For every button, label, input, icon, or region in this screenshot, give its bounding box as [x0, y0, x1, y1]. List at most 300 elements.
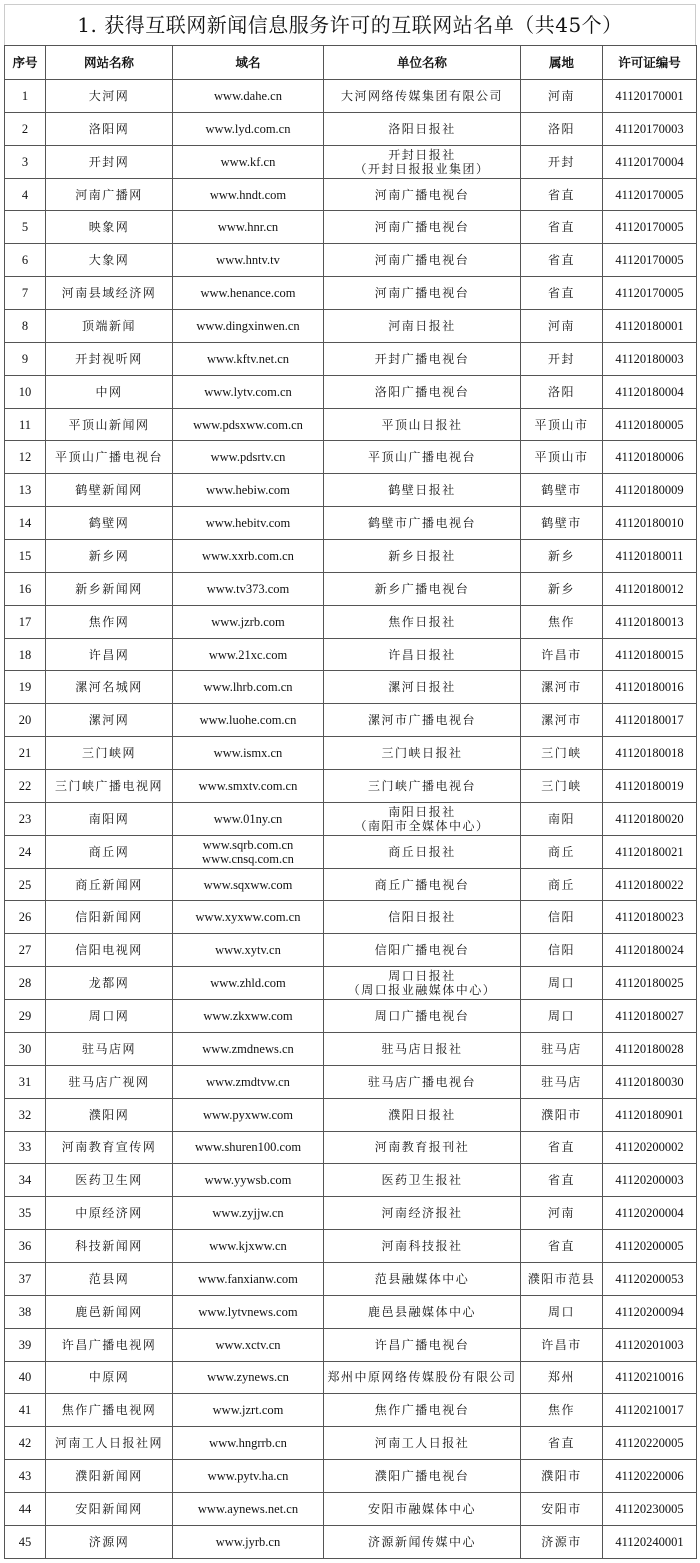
cell-site-name: 大象网 — [46, 244, 173, 277]
cell-domain — [173, 277, 324, 310]
cell-site-name: 鹤壁新闻网 — [46, 474, 173, 507]
cell-domain — [173, 1000, 324, 1033]
cell-index: 38 — [5, 1295, 46, 1328]
cell-organization — [324, 112, 521, 145]
cell-site-name: 周口网 — [46, 1000, 173, 1033]
cell-region: 鹤壁市 — [521, 507, 603, 540]
cell-region: 新乡 — [521, 540, 603, 573]
cell-domain-line: www.01ny.cn — [213, 811, 283, 826]
header-index: 序号 — [5, 46, 46, 80]
cell-domain — [173, 1460, 324, 1493]
cell-organization — [324, 638, 521, 671]
cell-organization — [324, 802, 521, 835]
cell-index: 41 — [5, 1394, 46, 1427]
cell-organization-line: 开封广播电视台 — [374, 351, 470, 366]
cell-domain — [173, 835, 324, 868]
cell-site-name: 顶端新闻 — [46, 310, 173, 343]
cell-organization — [324, 1197, 521, 1230]
cell-organization — [324, 901, 521, 934]
cell-organization-line: 三门峡日报社 — [381, 746, 463, 761]
cell-region: 商丘 — [521, 868, 603, 901]
table-row — [5, 408, 697, 441]
cell-organization — [324, 770, 521, 803]
cell-domain-line: www.sqxww.com — [203, 877, 293, 892]
cell-region: 周口 — [521, 967, 603, 1000]
cell-license-number: 41120200005 — [603, 1230, 697, 1263]
cell-organization-line: 河南经济报社 — [381, 1206, 463, 1221]
cell-index: 23 — [5, 802, 46, 835]
cell-domain-line: www.hngrrb.cn — [209, 1436, 287, 1451]
table-row — [5, 1098, 697, 1131]
cell-domain — [173, 408, 324, 441]
table-row — [5, 1164, 697, 1197]
cell-license-number: 41120201003 — [603, 1328, 697, 1361]
cell-domain-line: www.henance.com — [200, 286, 296, 301]
cell-domain-line: www.smxtv.com.cn — [198, 778, 298, 793]
cell-domain — [173, 1098, 324, 1131]
cell-index: 26 — [5, 901, 46, 934]
cell-region: 省直 — [521, 277, 603, 310]
cell-region: 郑州 — [521, 1361, 603, 1394]
cell-domain-line: www.xctv.cn — [215, 1337, 281, 1352]
cell-organization — [324, 474, 521, 507]
cell-license-number: 41120180022 — [603, 868, 697, 901]
cell-domain — [173, 967, 324, 1000]
cell-region: 河南 — [521, 310, 603, 343]
header-license-number: 许可证编号 — [603, 46, 697, 80]
cell-organization-line: 河南广播电视台 — [374, 253, 470, 268]
cell-organization — [324, 375, 521, 408]
cell-site-name: 河南广播网 — [46, 178, 173, 211]
cell-region: 河南 — [521, 1197, 603, 1230]
cell-organization-line: 许昌广播电视台 — [374, 1337, 470, 1352]
cell-organization-line: 鹿邑县融媒体中心 — [367, 1304, 476, 1319]
cell-organization-line: 漯河市广播电视台 — [367, 713, 476, 728]
cell-index: 35 — [5, 1197, 46, 1230]
cell-domain — [173, 1492, 324, 1525]
cell-organization — [324, 1065, 521, 1098]
cell-site-name: 漯河名城网 — [46, 671, 173, 704]
cell-organization — [324, 507, 521, 540]
cell-domain — [173, 868, 324, 901]
table-row — [5, 211, 697, 244]
cell-license-number: 41120180023 — [603, 901, 697, 934]
cell-license-number: 41120220005 — [603, 1427, 697, 1460]
cell-organization — [324, 1295, 521, 1328]
cell-domain — [173, 1131, 324, 1164]
cell-index: 24 — [5, 835, 46, 868]
cell-domain — [173, 441, 324, 474]
cell-license-number: 41120180901 — [603, 1098, 697, 1131]
cell-license-number: 41120180010 — [603, 507, 697, 540]
cell-index: 13 — [5, 474, 46, 507]
table-header-row — [5, 46, 697, 80]
cell-domain — [173, 342, 324, 375]
table-row — [5, 507, 697, 540]
cell-organization-line: 三门峡广播电视台 — [367, 778, 476, 793]
table-row — [5, 1427, 697, 1460]
cell-domain — [173, 1032, 324, 1065]
cell-organization-line: 范县融媒体中心 — [374, 1271, 470, 1286]
cell-domain — [173, 605, 324, 638]
cell-region: 平顶山市 — [521, 441, 603, 474]
cell-region: 南阳 — [521, 802, 603, 835]
cell-license-number: 41120180015 — [603, 638, 697, 671]
cell-domain-line: www.xxrb.com.cn — [202, 548, 294, 563]
cell-domain — [173, 1164, 324, 1197]
cell-index: 42 — [5, 1427, 46, 1460]
cell-index: 32 — [5, 1098, 46, 1131]
cell-region: 周口 — [521, 1000, 603, 1033]
cell-organization-line: 信阳日报社 — [388, 910, 456, 925]
cell-organization — [324, 1427, 521, 1460]
cell-organization — [324, 704, 521, 737]
cell-region: 洛阳 — [521, 375, 603, 408]
cell-site-name: 商丘网 — [46, 835, 173, 868]
cell-site-name: 三门峡广播电视网 — [46, 770, 173, 803]
cell-domain-line: www.dingxinwen.cn — [196, 318, 300, 333]
cell-organization — [324, 1164, 521, 1197]
cell-organization-line: 大河网络传媒集团有限公司 — [340, 88, 503, 103]
cell-organization — [324, 1492, 521, 1525]
cell-region: 焦作 — [521, 605, 603, 638]
cell-index: 6 — [5, 244, 46, 277]
table-row — [5, 704, 697, 737]
cell-region: 濮阳市范县 — [521, 1262, 603, 1295]
cell-site-name: 科技新闻网 — [46, 1230, 173, 1263]
cell-index: 20 — [5, 704, 46, 737]
table-row — [5, 441, 697, 474]
cell-index: 5 — [5, 211, 46, 244]
table-row — [5, 737, 697, 770]
cell-site-name: 焦作网 — [46, 605, 173, 638]
table-row — [5, 802, 697, 835]
cell-site-name: 南阳网 — [46, 802, 173, 835]
cell-organization-line: 河南日报社 — [388, 318, 456, 333]
cell-index: 12 — [5, 441, 46, 474]
cell-license-number: 41120220006 — [603, 1460, 697, 1493]
cell-index: 21 — [5, 737, 46, 770]
cell-domain-line: www.hndt.com — [209, 187, 287, 202]
cell-license-number: 41120200002 — [603, 1131, 697, 1164]
table-row — [5, 244, 697, 277]
cell-organization-line: 河南教育报刊社 — [374, 1140, 470, 1155]
cell-region: 省直 — [521, 1131, 603, 1164]
cell-index: 9 — [5, 342, 46, 375]
cell-domain — [173, 1065, 324, 1098]
cell-domain — [173, 211, 324, 244]
cell-organization-line: 驻马店日报社 — [381, 1041, 463, 1056]
cell-region: 漯河市 — [521, 704, 603, 737]
cell-site-name: 许昌网 — [46, 638, 173, 671]
cell-license-number: 41120180004 — [603, 375, 697, 408]
cell-domain — [173, 507, 324, 540]
cell-organization-line: 郑州中原网络传媒股份有限公司 — [327, 1370, 517, 1385]
cell-site-name: 许昌广播电视网 — [46, 1328, 173, 1361]
cell-domain — [173, 737, 324, 770]
cell-domain-line: www.zmdnews.cn — [202, 1041, 294, 1056]
cell-domain — [173, 572, 324, 605]
cell-region: 平顶山市 — [521, 408, 603, 441]
cell-domain — [173, 540, 324, 573]
cell-organization-line: 商丘日报社 — [388, 844, 456, 859]
cell-domain-line: www.dahe.cn — [214, 88, 282, 103]
cell-region: 驻马店 — [521, 1032, 603, 1065]
cell-organization — [324, 145, 521, 178]
cell-region: 濮阳市 — [521, 1460, 603, 1493]
table-row — [5, 770, 697, 803]
cell-license-number: 41120180005 — [603, 408, 697, 441]
table-row — [5, 540, 697, 573]
table-row — [5, 1361, 697, 1394]
header-organization: 单位名称 — [324, 46, 521, 80]
cell-license-number: 41120200094 — [603, 1295, 697, 1328]
cell-index: 8 — [5, 310, 46, 343]
cell-domain-line: www.hnr.cn — [217, 220, 279, 235]
cell-domain — [173, 638, 324, 671]
cell-region: 省直 — [521, 1164, 603, 1197]
cell-domain — [173, 671, 324, 704]
cell-domain — [173, 1230, 324, 1263]
cell-organization-line: 鹤壁日报社 — [388, 483, 456, 498]
cell-organization-line: 开封日报社 — [388, 147, 456, 162]
cell-organization — [324, 1328, 521, 1361]
cell-region: 许昌市 — [521, 638, 603, 671]
cell-organization-line: 洛阳日报社 — [388, 121, 456, 136]
table-row — [5, 1394, 697, 1427]
cell-organization-line: 商丘广播电视台 — [374, 877, 470, 892]
table-row — [5, 145, 697, 178]
cell-license-number: 41120180017 — [603, 704, 697, 737]
table-row — [5, 901, 697, 934]
cell-domain-line: www.luohe.com.cn — [199, 713, 297, 728]
cell-site-name: 鹤壁网 — [46, 507, 173, 540]
cell-index: 10 — [5, 375, 46, 408]
cell-domain-line: www.pytv.ha.cn — [207, 1469, 289, 1484]
cell-organization-line: 新乡日报社 — [388, 548, 456, 563]
cell-license-number: 41120180006 — [603, 441, 697, 474]
header-region: 属地 — [521, 46, 603, 80]
cell-region: 驻马店 — [521, 1065, 603, 1098]
cell-organization-line: 驻马店广播电视台 — [367, 1074, 476, 1089]
cell-domain — [173, 802, 324, 835]
cell-organization — [324, 1098, 521, 1131]
cell-index: 43 — [5, 1460, 46, 1493]
cell-organization — [324, 1525, 521, 1558]
cell-index: 15 — [5, 540, 46, 573]
cell-domain — [173, 1525, 324, 1558]
cell-index: 22 — [5, 770, 46, 803]
cell-license-number: 41120170001 — [603, 80, 697, 113]
cell-index: 17 — [5, 605, 46, 638]
cell-region: 省直 — [521, 178, 603, 211]
cell-license-number: 41120200053 — [603, 1262, 697, 1295]
table-row — [5, 375, 697, 408]
cell-domain-line: www.fanxianw.com — [198, 1271, 298, 1286]
cell-domain-line: www.cnsq.com.cn — [202, 851, 294, 866]
cell-domain — [173, 934, 324, 967]
cell-organization-line: 南阳日报社 — [388, 804, 456, 819]
cell-organization-line: （南阳市全媒体中心） — [354, 818, 490, 833]
cell-site-name: 濮阳新闻网 — [46, 1460, 173, 1493]
cell-site-name: 河南教育宣传网 — [46, 1131, 173, 1164]
cell-domain-line: www.shuren100.com — [194, 1140, 302, 1155]
cell-license-number: 41120180030 — [603, 1065, 697, 1098]
cell-domain-line: www.jzrb.com — [211, 614, 285, 629]
cell-region: 开封 — [521, 145, 603, 178]
cell-site-name: 开封网 — [46, 145, 173, 178]
cell-domain-line: www.tv373.com — [206, 581, 290, 596]
cell-license-number: 41120170005 — [603, 277, 697, 310]
cell-organization — [324, 1131, 521, 1164]
cell-license-number: 41120180016 — [603, 671, 697, 704]
cell-domain-line: www.kjxww.cn — [209, 1239, 287, 1253]
table-row — [5, 1032, 697, 1065]
cell-site-name: 中网 — [46, 375, 173, 408]
table-row — [5, 1492, 697, 1525]
cell-organization — [324, 934, 521, 967]
cell-index: 37 — [5, 1262, 46, 1295]
cell-organization — [324, 441, 521, 474]
cell-region: 省直 — [521, 211, 603, 244]
cell-license-number: 41120170005 — [603, 211, 697, 244]
table-row — [5, 638, 697, 671]
cell-license-number: 41120180001 — [603, 310, 697, 343]
cell-organization-line: 濮阳广播电视台 — [374, 1469, 470, 1484]
cell-domain — [173, 1427, 324, 1460]
cell-domain-line: www.lyd.com.cn — [205, 121, 291, 136]
cell-index: 30 — [5, 1032, 46, 1065]
cell-organization — [324, 310, 521, 343]
cell-region: 省直 — [521, 1230, 603, 1263]
cell-region: 省直 — [521, 1427, 603, 1460]
cell-site-name: 济源网 — [46, 1525, 173, 1558]
cell-domain-line: www.zmdtvw.cn — [206, 1074, 290, 1089]
cell-organization-line: 河南工人日报社 — [374, 1436, 470, 1451]
cell-license-number: 41120170004 — [603, 145, 697, 178]
cell-organization-line: 周口广播电视台 — [374, 1008, 470, 1023]
cell-license-number: 41120180009 — [603, 474, 697, 507]
cell-region: 焦作 — [521, 1394, 603, 1427]
cell-index: 39 — [5, 1328, 46, 1361]
table-row — [5, 178, 697, 211]
cell-site-name: 平顶山新闻网 — [46, 408, 173, 441]
cell-site-name: 新乡新闻网 — [46, 572, 173, 605]
table-row — [5, 1460, 697, 1493]
cell-region: 鹤壁市 — [521, 474, 603, 507]
cell-license-number: 41120180011 — [603, 540, 697, 573]
table-row — [5, 868, 697, 901]
cell-region: 周口 — [521, 1295, 603, 1328]
cell-organization-line: 濮阳日报社 — [388, 1107, 456, 1122]
cell-organization — [324, 342, 521, 375]
cell-region: 信阳 — [521, 934, 603, 967]
cell-license-number: 41120240001 — [603, 1525, 697, 1558]
cell-index: 4 — [5, 178, 46, 211]
cell-license-number: 41120170005 — [603, 178, 697, 211]
cell-site-name: 开封视听网 — [46, 342, 173, 375]
cell-organization-line: 信阳广播电视台 — [374, 943, 470, 958]
cell-site-name: 焦作广播电视网 — [46, 1394, 173, 1427]
cell-license-number: 41120180013 — [603, 605, 697, 638]
cell-organization-line: 河南科技报社 — [381, 1239, 463, 1253]
cell-site-name: 新乡网 — [46, 540, 173, 573]
cell-domain — [173, 112, 324, 145]
cell-domain-line: www.lytvnews.com — [198, 1304, 298, 1319]
cell-domain — [173, 1361, 324, 1394]
cell-site-name: 河南县域经济网 — [46, 277, 173, 310]
cell-index: 7 — [5, 277, 46, 310]
cell-organization — [324, 540, 521, 573]
cell-site-name: 龙都网 — [46, 967, 173, 1000]
table-row — [5, 1065, 697, 1098]
cell-index: 44 — [5, 1492, 46, 1525]
cell-domain-line: www.zynews.cn — [207, 1370, 289, 1385]
cell-site-name: 鹿邑新闻网 — [46, 1295, 173, 1328]
cell-site-name: 三门峡网 — [46, 737, 173, 770]
cell-domain — [173, 80, 324, 113]
cell-index: 31 — [5, 1065, 46, 1098]
cell-organization-line: 河南广播电视台 — [374, 220, 470, 235]
cell-region: 安阳市 — [521, 1492, 603, 1525]
cell-domain — [173, 1394, 324, 1427]
cell-organization-line: 漯河日报社 — [388, 680, 456, 695]
cell-domain-line: www.kf.cn — [220, 154, 276, 169]
cell-domain-line: www.zhld.com — [210, 976, 286, 991]
cell-index: 36 — [5, 1230, 46, 1263]
cell-domain-line: www.sqrb.com.cn — [202, 837, 294, 852]
cell-domain — [173, 375, 324, 408]
cell-region: 三门峡 — [521, 770, 603, 803]
cell-license-number: 41120180019 — [603, 770, 697, 803]
website-list-table — [4, 45, 697, 1559]
table-row — [5, 1000, 697, 1033]
cell-organization — [324, 277, 521, 310]
cell-index: 25 — [5, 868, 46, 901]
cell-organization-line: 新乡广播电视台 — [374, 581, 470, 596]
cell-organization-line: 洛阳广播电视台 — [374, 384, 470, 399]
table-row — [5, 277, 697, 310]
cell-index: 11 — [5, 408, 46, 441]
cell-site-name: 驻马店网 — [46, 1032, 173, 1065]
cell-organization-line: 济源新闻传媒中心 — [367, 1534, 476, 1549]
cell-site-name: 医药卫生网 — [46, 1164, 173, 1197]
cell-organization — [324, 1460, 521, 1493]
cell-region: 省直 — [521, 244, 603, 277]
cell-organization-line: 平顶山广播电视台 — [367, 450, 476, 465]
cell-site-name: 中原网 — [46, 1361, 173, 1394]
cell-domain-line: www.yywsb.com — [204, 1173, 292, 1188]
cell-domain — [173, 244, 324, 277]
cell-site-name: 濮阳网 — [46, 1098, 173, 1131]
cell-index: 45 — [5, 1525, 46, 1558]
cell-domain-line: www.ismx.cn — [213, 746, 283, 761]
cell-domain-line: www.xytv.cn — [215, 943, 281, 958]
cell-organization-line: 周口日报社 — [388, 969, 456, 984]
cell-organization-line: （周口报业融媒体中心） — [347, 983, 497, 998]
cell-region: 信阳 — [521, 901, 603, 934]
cell-index: 27 — [5, 934, 46, 967]
table-row — [5, 310, 697, 343]
cell-license-number: 41120200004 — [603, 1197, 697, 1230]
cell-organization-line: 河南广播电视台 — [374, 286, 470, 301]
cell-domain-line: www.zkxww.com — [203, 1008, 293, 1023]
cell-domain-line: www.jyrb.cn — [215, 1534, 281, 1549]
cell-organization — [324, 1000, 521, 1033]
cell-region: 新乡 — [521, 572, 603, 605]
cell-site-name: 信阳电视网 — [46, 934, 173, 967]
cell-index: 1 — [5, 80, 46, 113]
